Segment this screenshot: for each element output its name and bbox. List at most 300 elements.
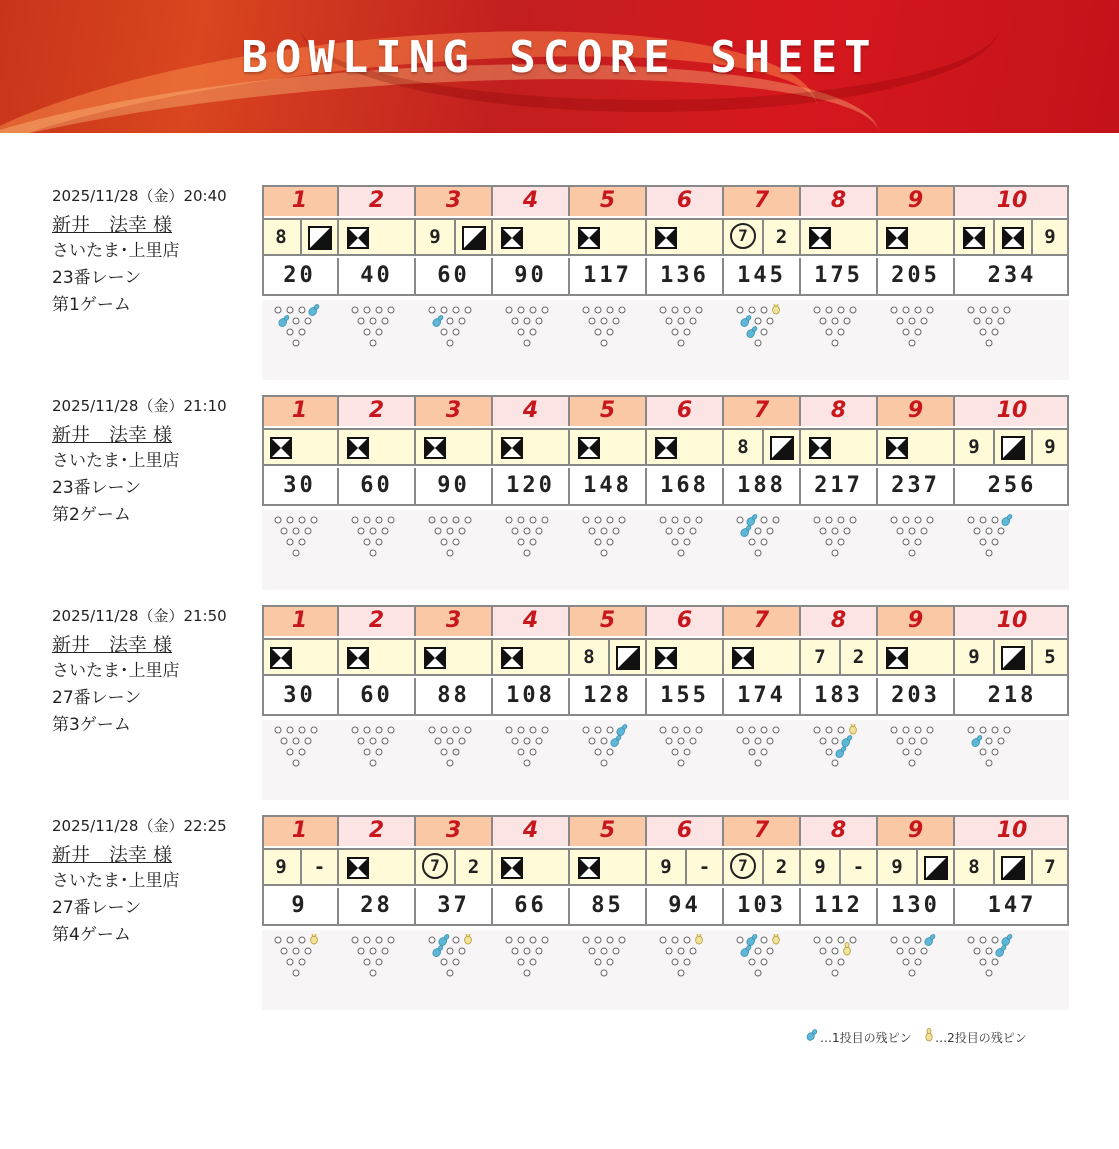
standing-pin bbox=[749, 749, 755, 755]
standing-pin bbox=[903, 329, 909, 335]
standing-pin bbox=[382, 318, 388, 324]
standing-pin bbox=[293, 970, 299, 976]
standing-pin bbox=[992, 749, 998, 755]
standing-pin bbox=[524, 738, 530, 744]
standing-pin bbox=[441, 329, 447, 335]
standing-pin bbox=[737, 517, 743, 523]
standing-pin bbox=[761, 727, 767, 733]
standing-pin bbox=[607, 329, 613, 335]
frame-score: 203 bbox=[878, 678, 955, 714]
standing-pin bbox=[530, 329, 536, 335]
standing-pin bbox=[524, 970, 530, 976]
standing-pin bbox=[364, 937, 370, 943]
player-name: 新井 法幸 様 bbox=[52, 214, 173, 236]
standing-pin bbox=[968, 937, 974, 943]
pin-diagram bbox=[503, 304, 553, 354]
pin-diagram bbox=[811, 724, 861, 774]
standing-pin bbox=[826, 749, 832, 755]
standing-pin bbox=[660, 517, 666, 523]
standing-pin bbox=[660, 937, 666, 943]
standing-pin bbox=[672, 749, 678, 755]
standing-pin bbox=[275, 727, 281, 733]
pin-diagram bbox=[503, 724, 553, 774]
standing-pin bbox=[678, 340, 684, 346]
standing-pin bbox=[684, 307, 690, 313]
pin-area bbox=[262, 720, 1069, 800]
frame-number: 7 bbox=[724, 185, 801, 216]
standing-pin bbox=[358, 318, 364, 324]
roll-value: 9 bbox=[814, 856, 826, 878]
standing-pin bbox=[376, 727, 382, 733]
standing-pin bbox=[370, 318, 376, 324]
standing-pin bbox=[435, 738, 441, 744]
standing-pin bbox=[376, 749, 382, 755]
standing-pin bbox=[927, 307, 933, 313]
standing-pin bbox=[749, 307, 755, 313]
standing-pin bbox=[607, 517, 613, 523]
standing-pin bbox=[429, 937, 435, 943]
standing-pin bbox=[376, 959, 382, 965]
standing-pin bbox=[749, 727, 755, 733]
sheet-border bbox=[262, 605, 1069, 716]
frame-score: 128 bbox=[570, 678, 647, 714]
standing-pin bbox=[1004, 727, 1010, 733]
frame-score: 117 bbox=[570, 258, 647, 294]
second-roll-pin bbox=[465, 934, 472, 944]
standing-pin bbox=[370, 948, 376, 954]
roll-value: 8 bbox=[583, 646, 595, 668]
roll-value: 9 bbox=[891, 856, 903, 878]
frame-pins bbox=[888, 304, 938, 358]
standing-pin bbox=[518, 539, 524, 545]
standing-pin bbox=[897, 318, 903, 324]
standing-pin bbox=[364, 517, 370, 523]
standing-pin bbox=[364, 959, 370, 965]
frame-number: 10 bbox=[955, 395, 1069, 426]
frame-pins bbox=[811, 304, 861, 358]
standing-pin bbox=[891, 517, 897, 523]
standing-pin bbox=[441, 539, 447, 545]
pin-diagram bbox=[580, 514, 630, 564]
frame-pins bbox=[580, 724, 630, 778]
game-info bbox=[52, 185, 262, 319]
standing-pin bbox=[992, 517, 998, 523]
standing-pin bbox=[903, 727, 909, 733]
standing-pin bbox=[447, 738, 453, 744]
frame-number: 6 bbox=[647, 185, 724, 216]
standing-pin bbox=[305, 738, 311, 744]
standing-pin bbox=[518, 749, 524, 755]
frame-pins bbox=[580, 514, 630, 568]
first-roll-pin bbox=[1000, 934, 1014, 947]
standing-pin bbox=[820, 948, 826, 954]
standing-pin bbox=[832, 948, 838, 954]
standing-pin bbox=[293, 948, 299, 954]
frame-score: 120 bbox=[493, 468, 570, 504]
standing-pin bbox=[915, 307, 921, 313]
frame-number: 3 bbox=[416, 605, 493, 636]
standing-pin bbox=[595, 727, 601, 733]
pin-diagram bbox=[349, 514, 399, 564]
frame-score: 60 bbox=[339, 468, 416, 504]
standing-pin bbox=[287, 329, 293, 335]
frame-pins bbox=[734, 304, 784, 358]
standing-pin bbox=[838, 307, 844, 313]
first-roll-pin bbox=[277, 314, 291, 328]
sheet-border bbox=[262, 815, 1069, 926]
standing-pin bbox=[601, 948, 607, 954]
frame-pins bbox=[888, 514, 938, 568]
standing-pin bbox=[429, 727, 435, 733]
standing-pin bbox=[429, 517, 435, 523]
standing-pin bbox=[755, 970, 761, 976]
standing-pin bbox=[761, 749, 767, 755]
standing-pin bbox=[299, 539, 305, 545]
standing-pin bbox=[358, 738, 364, 744]
standing-pin bbox=[441, 517, 447, 523]
standing-pin bbox=[998, 318, 1004, 324]
frame-pins bbox=[811, 514, 861, 568]
pin-diagram bbox=[965, 724, 1015, 774]
standing-pin bbox=[826, 727, 832, 733]
standing-pin bbox=[915, 517, 921, 523]
frame-score: 30 bbox=[262, 678, 339, 714]
standing-pin bbox=[607, 959, 613, 965]
frame-pins bbox=[734, 724, 784, 778]
frame-pins bbox=[503, 724, 553, 778]
standing-pin bbox=[524, 550, 530, 556]
standing-pin bbox=[832, 318, 838, 324]
standing-pin bbox=[465, 517, 471, 523]
frame-score: 85 bbox=[570, 888, 647, 924]
standing-pin bbox=[986, 760, 992, 766]
standing-pin bbox=[992, 727, 998, 733]
standing-pin bbox=[672, 959, 678, 965]
standing-pin bbox=[684, 329, 690, 335]
standing-pin bbox=[678, 550, 684, 556]
standing-pin bbox=[915, 937, 921, 943]
frame-score: 103 bbox=[724, 888, 801, 924]
standing-pin bbox=[607, 307, 613, 313]
frame-pins bbox=[503, 514, 553, 568]
sheet-border bbox=[262, 395, 1069, 506]
pin-diagram bbox=[657, 304, 707, 354]
standing-pin bbox=[453, 959, 459, 965]
standing-pin bbox=[275, 517, 281, 523]
frame-score: 30 bbox=[262, 468, 339, 504]
standing-pin bbox=[364, 307, 370, 313]
standing-pin bbox=[684, 749, 690, 755]
frame-score: 218 bbox=[955, 678, 1069, 714]
frame-pins bbox=[580, 304, 630, 358]
roll-value: 9 bbox=[1044, 436, 1056, 458]
frame-pins bbox=[888, 934, 938, 988]
standing-pin bbox=[761, 329, 767, 335]
lane-number: 27番レーン bbox=[52, 688, 142, 708]
standing-pin bbox=[299, 937, 305, 943]
standing-pin bbox=[672, 307, 678, 313]
standing-pin bbox=[370, 970, 376, 976]
standing-pin bbox=[909, 340, 915, 346]
standing-pin bbox=[761, 307, 767, 313]
standing-pin bbox=[660, 727, 666, 733]
pin-diagram bbox=[734, 304, 784, 354]
standing-pin bbox=[364, 329, 370, 335]
frame-number: 5 bbox=[570, 605, 647, 636]
standing-pin bbox=[619, 517, 625, 523]
standing-pin bbox=[992, 937, 998, 943]
standing-pin bbox=[921, 948, 927, 954]
frame-score: 145 bbox=[724, 258, 801, 294]
frame-score: 60 bbox=[339, 678, 416, 714]
standing-pin bbox=[536, 738, 542, 744]
second-roll-pin bbox=[311, 934, 318, 944]
standing-pin bbox=[826, 307, 832, 313]
standing-pin bbox=[388, 727, 394, 733]
standing-pin bbox=[678, 970, 684, 976]
standing-pin bbox=[453, 517, 459, 523]
standing-pin bbox=[832, 528, 838, 534]
standing-pin bbox=[897, 948, 903, 954]
frame-score: 66 bbox=[493, 888, 570, 924]
standing-pin bbox=[974, 528, 980, 534]
standing-pin bbox=[299, 727, 305, 733]
frame-number: 5 bbox=[570, 815, 647, 846]
roll-value: 7 bbox=[814, 646, 826, 668]
frame-score: 237 bbox=[878, 468, 955, 504]
roll-value: - bbox=[698, 856, 711, 878]
standing-pin bbox=[998, 528, 1004, 534]
standing-pin bbox=[980, 749, 986, 755]
pin-diagram bbox=[657, 934, 707, 984]
standing-pin bbox=[601, 760, 607, 766]
standing-pin bbox=[524, 340, 530, 346]
standing-pin bbox=[755, 948, 761, 954]
frame-number: 1 bbox=[262, 395, 339, 426]
standing-pin bbox=[927, 517, 933, 523]
standing-pin bbox=[530, 307, 536, 313]
frame-number: 6 bbox=[647, 395, 724, 426]
standing-pin bbox=[382, 948, 388, 954]
frame-score: 108 bbox=[493, 678, 570, 714]
standing-pin bbox=[376, 937, 382, 943]
standing-pin bbox=[287, 937, 293, 943]
frame-score: 90 bbox=[416, 468, 493, 504]
standing-pin bbox=[530, 749, 536, 755]
standing-pin bbox=[607, 539, 613, 545]
roll-value: 7 bbox=[1044, 856, 1056, 878]
frame-score: 20 bbox=[262, 258, 339, 294]
standing-pin bbox=[921, 318, 927, 324]
standing-pin bbox=[826, 937, 832, 943]
standing-pin bbox=[299, 749, 305, 755]
standing-pin bbox=[903, 959, 909, 965]
frame-pins bbox=[965, 934, 1015, 988]
roll-value: - bbox=[313, 856, 326, 878]
frame-pins bbox=[272, 514, 322, 568]
standing-pin bbox=[518, 517, 524, 523]
standing-pin bbox=[814, 517, 820, 523]
standing-pin bbox=[352, 307, 358, 313]
frame-score: 174 bbox=[724, 678, 801, 714]
frame-score: 217 bbox=[801, 468, 878, 504]
frame-number: 2 bbox=[339, 395, 416, 426]
frame-score: 60 bbox=[416, 258, 493, 294]
standing-pin bbox=[583, 517, 589, 523]
standing-pin bbox=[666, 738, 672, 744]
pin-diagram bbox=[349, 724, 399, 774]
standing-pin bbox=[613, 318, 619, 324]
game-label: 第4ゲーム bbox=[52, 925, 131, 945]
standing-pin bbox=[465, 727, 471, 733]
standing-pin bbox=[767, 528, 773, 534]
split-roll: 7 bbox=[730, 853, 756, 879]
standing-pin bbox=[311, 727, 317, 733]
frame-pins bbox=[349, 724, 399, 778]
standing-pin bbox=[542, 727, 548, 733]
standing-pin bbox=[826, 539, 832, 545]
roll-value: - bbox=[852, 856, 865, 878]
standing-pin bbox=[459, 318, 465, 324]
standing-pin bbox=[755, 340, 761, 346]
pin-area bbox=[262, 510, 1069, 590]
standing-pin bbox=[832, 550, 838, 556]
roll-value: 8 bbox=[737, 436, 749, 458]
lane-number: 27番レーン bbox=[52, 898, 142, 918]
standing-pin bbox=[364, 749, 370, 755]
standing-pin bbox=[909, 970, 915, 976]
frame-score: 112 bbox=[801, 888, 878, 924]
pin-diagram bbox=[965, 934, 1015, 984]
standing-pin bbox=[844, 318, 850, 324]
first-roll-pin bbox=[745, 514, 759, 527]
standing-pin bbox=[281, 948, 287, 954]
pin-diagram bbox=[811, 514, 861, 564]
roll-value: 2 bbox=[775, 226, 788, 248]
standing-pin bbox=[376, 329, 382, 335]
standing-pin bbox=[684, 539, 690, 545]
standing-pin bbox=[737, 307, 743, 313]
standing-pin bbox=[761, 517, 767, 523]
frame-number: 10 bbox=[955, 185, 1069, 216]
pin-diagram bbox=[580, 724, 630, 774]
standing-pin bbox=[968, 517, 974, 523]
game-label: 第3ゲーム bbox=[52, 715, 131, 735]
standing-pin bbox=[980, 539, 986, 545]
first-roll-pin bbox=[745, 325, 759, 339]
roll-value: 9 bbox=[429, 226, 441, 248]
roll-value: 9 bbox=[660, 856, 672, 878]
standing-pin bbox=[512, 948, 518, 954]
game-datetime: 2025/11/28（金）22:25 bbox=[52, 817, 227, 835]
standing-pin bbox=[755, 760, 761, 766]
standing-pin bbox=[684, 959, 690, 965]
lane-number: 23番レーン bbox=[52, 268, 142, 288]
standing-pin bbox=[820, 528, 826, 534]
standing-pin bbox=[299, 307, 305, 313]
standing-pin bbox=[601, 970, 607, 976]
standing-pin bbox=[684, 937, 690, 943]
standing-pin bbox=[447, 948, 453, 954]
frame-pins bbox=[657, 934, 707, 988]
pin-diagram bbox=[272, 514, 322, 564]
standing-pin bbox=[915, 539, 921, 545]
standing-pin bbox=[672, 517, 678, 523]
standing-pin bbox=[382, 738, 388, 744]
standing-pin bbox=[530, 727, 536, 733]
standing-pin bbox=[275, 307, 281, 313]
standing-pin bbox=[678, 760, 684, 766]
standing-pin bbox=[986, 738, 992, 744]
roll-value: 2 bbox=[467, 856, 480, 878]
standing-pin bbox=[992, 307, 998, 313]
standing-pin bbox=[755, 318, 761, 324]
frame-pins bbox=[503, 304, 553, 358]
player-name: 新井 法幸 様 bbox=[52, 634, 173, 656]
standing-pin bbox=[512, 738, 518, 744]
standing-pin bbox=[909, 550, 915, 556]
standing-pin bbox=[453, 749, 459, 755]
first-roll-pin-icon bbox=[804, 1031, 820, 1045]
standing-pin bbox=[518, 727, 524, 733]
standing-pin bbox=[589, 738, 595, 744]
standing-pin bbox=[737, 937, 743, 943]
pin-diagram bbox=[811, 934, 861, 984]
standing-pin bbox=[441, 959, 447, 965]
standing-pin bbox=[287, 307, 293, 313]
standing-pin bbox=[293, 340, 299, 346]
frame-number: 7 bbox=[724, 815, 801, 846]
standing-pin bbox=[524, 528, 530, 534]
standing-pin bbox=[660, 307, 666, 313]
pin-diagram bbox=[965, 514, 1015, 564]
standing-pin bbox=[891, 727, 897, 733]
standing-pin bbox=[536, 318, 542, 324]
frame-number: 3 bbox=[416, 185, 493, 216]
frame-number: 7 bbox=[724, 605, 801, 636]
pin-diagram bbox=[580, 304, 630, 354]
pin-legend bbox=[804, 1026, 1027, 1046]
frame-pins bbox=[426, 934, 476, 988]
first-roll-pin bbox=[437, 934, 451, 947]
legend-second-label: …2投目の残ピン bbox=[935, 1031, 1027, 1045]
standing-pin bbox=[838, 937, 844, 943]
standing-pin bbox=[542, 517, 548, 523]
frame-number: 8 bbox=[801, 815, 878, 846]
standing-pin bbox=[388, 307, 394, 313]
standing-pin bbox=[672, 329, 678, 335]
frame-pins bbox=[965, 304, 1015, 358]
frame-pins bbox=[965, 514, 1015, 568]
standing-pin bbox=[903, 749, 909, 755]
frame-score: 90 bbox=[493, 258, 570, 294]
pin-diagram bbox=[734, 514, 784, 564]
standing-pin bbox=[382, 528, 388, 534]
standing-pin bbox=[915, 959, 921, 965]
standing-pin bbox=[388, 517, 394, 523]
standing-pin bbox=[595, 749, 601, 755]
frame-number: 2 bbox=[339, 605, 416, 636]
frame-number: 9 bbox=[878, 815, 955, 846]
standing-pin bbox=[352, 517, 358, 523]
pin-diagram bbox=[811, 304, 861, 354]
standing-pin bbox=[838, 329, 844, 335]
standing-pin bbox=[583, 937, 589, 943]
frame-number: 8 bbox=[801, 395, 878, 426]
frame-pins bbox=[426, 724, 476, 778]
standing-pin bbox=[447, 318, 453, 324]
standing-pin bbox=[986, 948, 992, 954]
